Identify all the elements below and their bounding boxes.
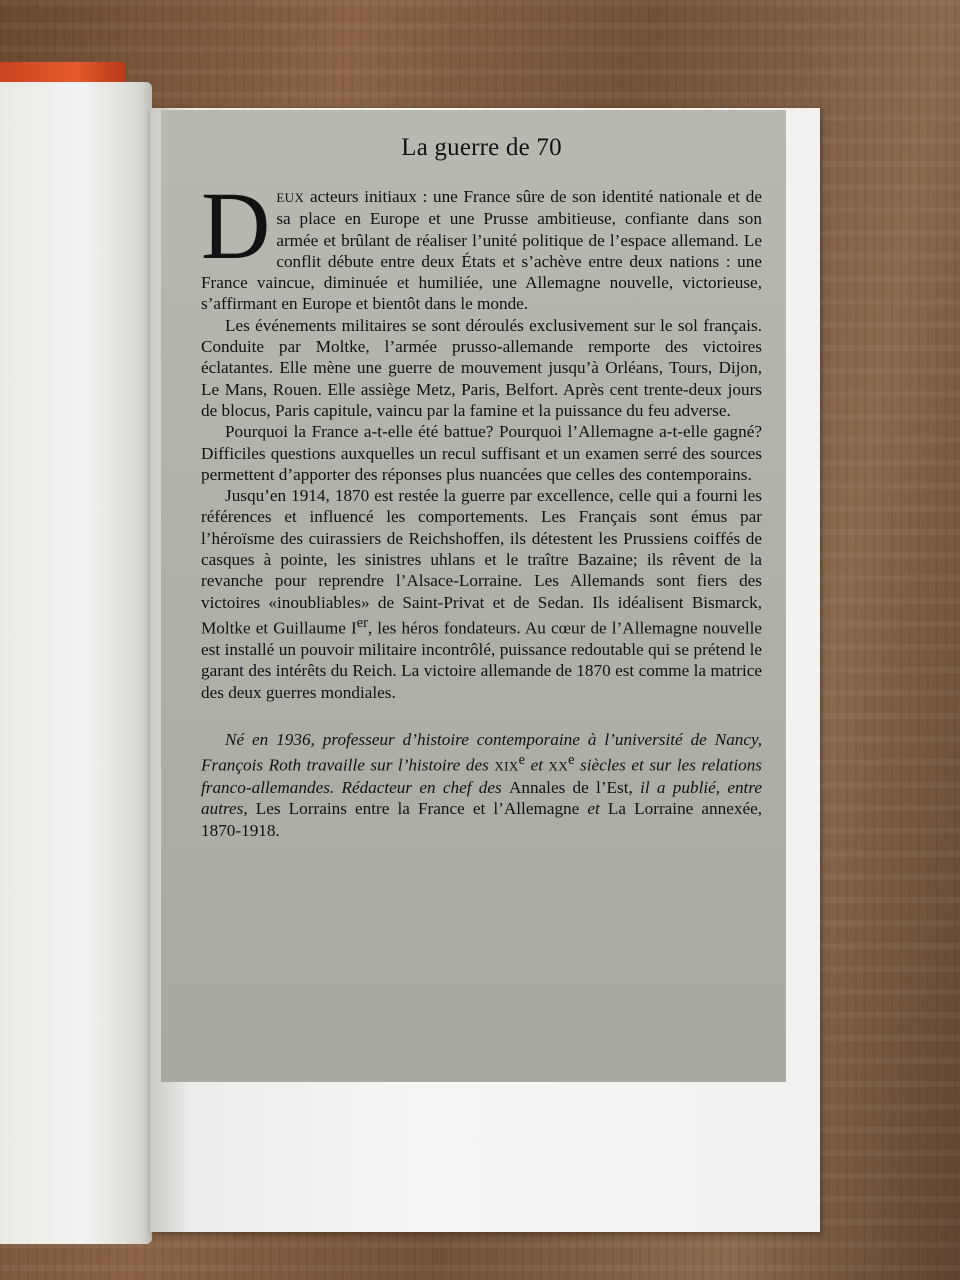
left-page [0, 82, 152, 1244]
bio-century-19: XIX [494, 758, 519, 774]
bio-text-1: Né en 1936, professeur d’histoire contemporaine à l’université de Nancy, François Roth travaille sur l’histoire des [201, 729, 762, 775]
article-title: La guerre de 70 [401, 134, 562, 161]
bio-book-1: Les Lorrains entre la France et l’Allemagne [255, 799, 580, 819]
paragraph-1 [201, 172, 762, 315]
drop-cap: D [201, 172, 271, 279]
paragraph-1-text: acteurs initiaux : une France sûre de son identité nationale et de sa place en Europe et une Prusse ambitieuse, confiante dans son armée et brûlant de réaliser l’unité politique de l’espace allemand. Le conflit débute entre deux États et s’achève entre deux nations : une France vaincue, diminuée et humiliée, une Allemagne nouvelle, victorieuse, s’affirmant en Europe et bientôt dans le monde. [201, 187, 762, 314]
author-bio [201, 729, 762, 841]
bio-sup-2: e [568, 752, 575, 769]
paragraph-2: Les événements militaires se sont déroulés exclusivement sur le sol français. Conduite par Moltke, l’armée prusso-allemande remporte des victoires éclatantes. Elle mène une guerre de mouvement jusqu’à Orléans, Tours, Dijon, Le Mans, Rouen. Elle assiège Metz, Paris, Belfort. Après cent trente-deux jours de blocus, Paris capitule, vaincu par la famine et la puissance du feu adverse. [201, 315, 762, 420]
small-caps-lead: EUX [276, 190, 305, 205]
superscript-er: er [356, 614, 368, 631]
bio-journal-title: Annales de l’Est [508, 778, 629, 798]
paragraph-4 [201, 485, 762, 703]
bio-century-20: XX [548, 758, 569, 774]
bio-sup-1: e [518, 752, 526, 769]
bio-text-3: , il a publié, entre autres, [201, 778, 762, 819]
bio-text-4: et [579, 799, 608, 819]
paragraph-3: Pourquoi la France a-t-elle été battue? Pourquoi l’Allemagne a-t-elle gagné? Difficiles questions auxquelles un recul suffisant et un examen serré des sources permettent d’apporter des réponses plus nuancées que celles des contemporains. [201, 422, 762, 484]
pasted-clipping [161, 110, 786, 1082]
bio-text-2: siècles et sur les relations franco-allemandes. Rédacteur en chef des [201, 755, 762, 798]
bio-book-2: La Lorraine annexée, 1870-1918 [201, 799, 762, 840]
paragraph-4-text-a: Jusqu’en 1914, 1870 est restée la guerre par excellence, celle qui a fourni les références et influencé les comportements. Les Français sont émus par l’héroïsme des cuirassiers de Reichshoffen, ils détestent les Prussiens coiffés de casques à pointe, les sinistres uhlans et le traître Bazaine; ils rêvent de la revanche pour reprendre l’Alsace-Lorraine. Les Allemands sont fiers des victoires «inoubliables» de Saint-Privat et de Sedan. Ils idéalisent Bismarck, Moltke et Guillaume I [201, 486, 762, 638]
bio-end: . [275, 820, 280, 840]
paragraph-4-text-b: , les héros fondateurs. Au cœur de l’Allemagne nouvelle est installé un pouvoir militaire incontrôlé, puissance redoutable qui se prétend le garant des intérêts du Reich. La victoire allemande de 1870 est comme la matrice des deux guerres mondiales. [201, 618, 762, 702]
bio-and: et [525, 755, 549, 775]
